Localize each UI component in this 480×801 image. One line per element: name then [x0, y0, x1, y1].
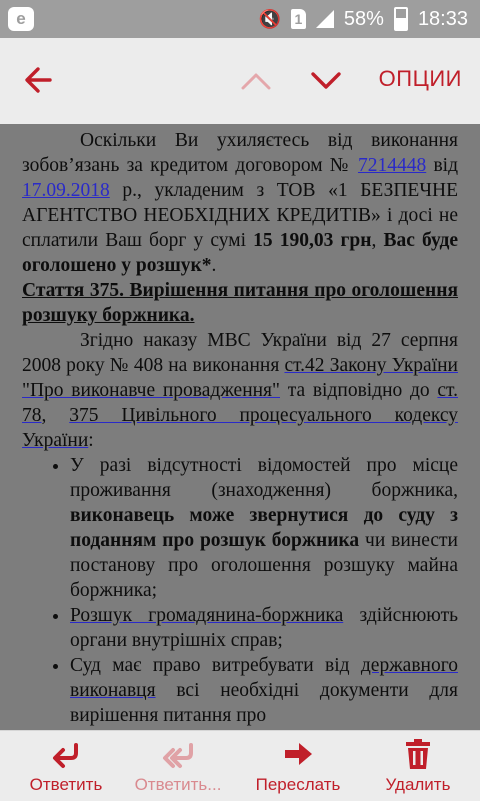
bottom-action-bar	[0, 730, 480, 801]
trash-icon	[401, 737, 435, 771]
provisions-list	[22, 453, 458, 728]
status-bar	[0, 0, 480, 38]
back-arrow-icon[interactable]	[20, 60, 60, 100]
list-item: • Розшук громадянина-боржника здійснюють органи внутрішніх справ;	[70, 603, 458, 653]
previous-message-chevron-up-icon[interactable]	[238, 60, 274, 100]
reply-button[interactable]: Ответить	[0, 731, 132, 801]
list-item: • Суд має право витребувати від державного виконавця всі необхідні документи для вирішення питання про	[70, 653, 458, 728]
message-toolbar	[0, 38, 480, 126]
list-item: • У разі відсутності відомостей про місце проживання (знаходження) боржника, виконавець може звернутися до суду з поданням про розшук боржника чи винести постанову про оголошення розшуку майна боржника;	[70, 453, 458, 603]
battery-percent: 58%	[343, 7, 384, 30]
state-executor-link[interactable]: державного виконавця	[70, 655, 458, 701]
next-message-chevron-down-icon[interactable]	[306, 60, 346, 100]
delete-button[interactable]: Удалить	[360, 731, 476, 801]
debt-paragraph: Оскільки Ви ухиляєтесь від виконання зобов’язань за кредитом договором № 7214448 від 17.09.2018 р., укладеним з ТОВ «1 БЕЗПЕЧНЕ АГЕНТСТВО НЕОБХІДНИХ КРЕДИТІВ» і досі не сплатили Ваш борг у сумі 15 190,03 грн, Вас буде оголошено у розшук*.	[22, 130, 459, 276]
message-body[interactable]	[0, 124, 480, 730]
battery-icon	[394, 7, 408, 31]
contract-date-link[interactable]: 17.09.2018	[22, 180, 110, 201]
mute-icon: 🔇	[258, 8, 281, 29]
sim-icon: 1	[291, 9, 306, 29]
message-text	[22, 128, 458, 728]
forward-arrow-icon	[281, 737, 315, 771]
app-notification-icon: e	[8, 7, 34, 31]
clock: 18:33	[417, 7, 468, 30]
debt-amount: 15 190,03 грн	[253, 230, 372, 251]
signal-icon	[316, 10, 334, 28]
article-78-link[interactable]: ст. 78	[22, 380, 458, 426]
reply-all-button: Ответить...	[120, 731, 236, 801]
search-notice: Вас буде оголошено у розшук*	[22, 230, 459, 276]
order-paragraph: Згідно наказу МВС України від 27 серпня 2008 року № 408 на виконання ст.42 Закону України "Про виконавче провадження" та відповідно до ст. 78, 375 Цивільного процесуального кодексу України:	[22, 330, 459, 451]
civil-procedure-code-link[interactable]: 375 Цивільного процесуального кодексу України	[22, 405, 459, 451]
options-menu-button[interactable]: ОПЦИИ	[378, 66, 462, 91]
contract-number-link[interactable]: 7214448	[357, 155, 427, 176]
debtor-search-link[interactable]: Розшук громадянина-боржника	[70, 605, 344, 626]
forward-button[interactable]: Переслать	[240, 731, 356, 801]
reply-all-icon	[161, 737, 195, 771]
status-icons	[258, 0, 468, 38]
law-article-42-link[interactable]: ст.42 Закону України "Про виконавче провадження"	[22, 355, 458, 401]
article-heading: Стаття 375. Вирішення питання про оголошення розшуку боржника.	[22, 280, 458, 326]
reply-icon	[49, 737, 83, 771]
